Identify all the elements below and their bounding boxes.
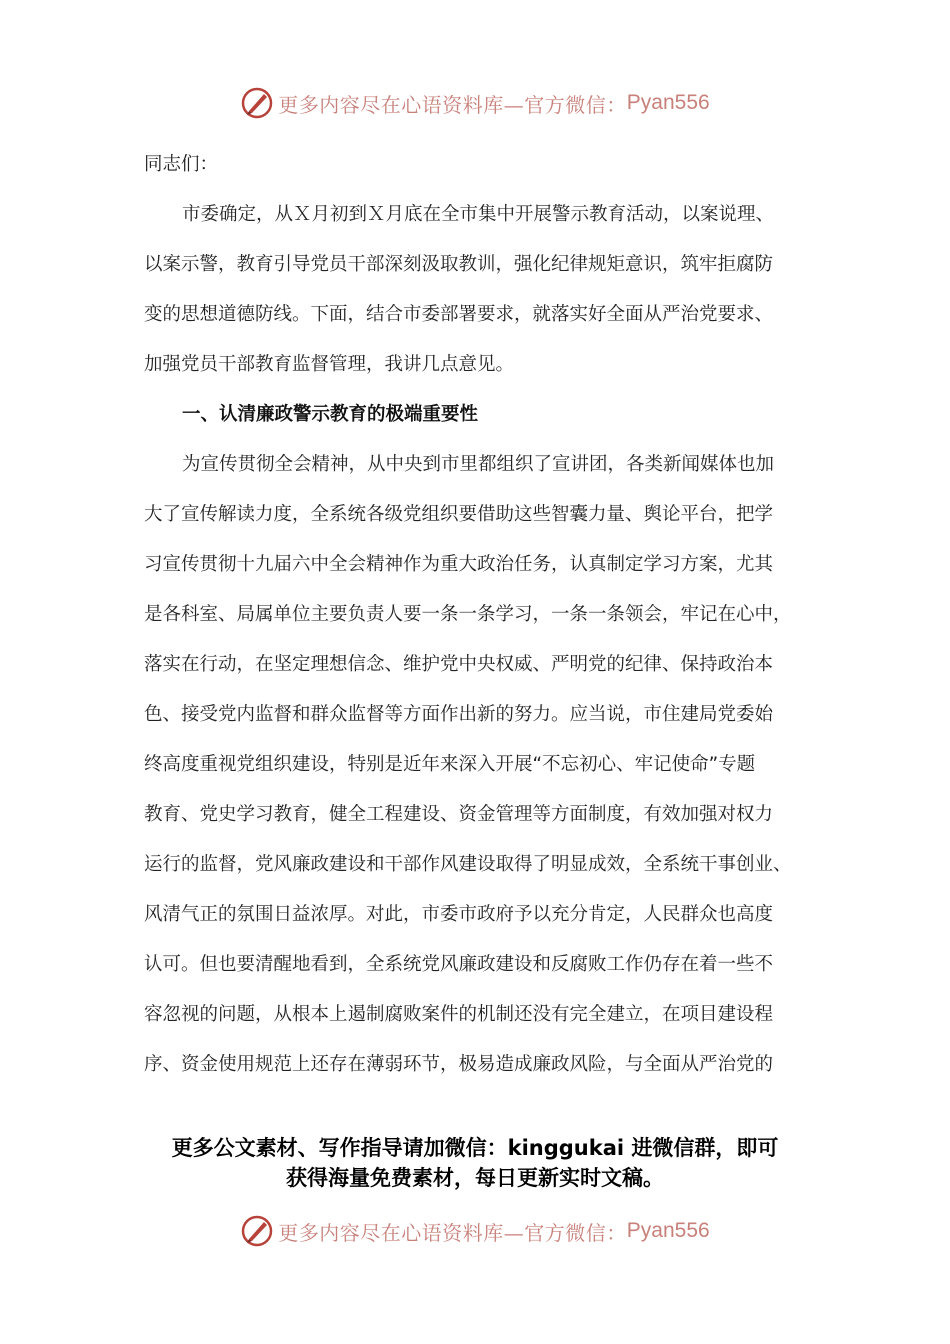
paragraph-line: 为宣传贯彻全会精神，从中央到市里都组织了宣讲团，各类新闻媒体也加 — [182, 454, 775, 475]
paragraph-line: 市委确定，从Ｘ月初到Ｘ月底在全市集中开展警示教育活动，以案说理、 — [182, 204, 775, 225]
promo-line-2: 获得海量免费素材，每日更新实时文稿。 — [286, 1166, 664, 1190]
paragraph-line: 终高度重视党组织建设，特别是近年来深入开展“不忘初心、牢记使命”专题 — [144, 754, 756, 775]
paragraph-line: 教育、党史学习教育，健全工程建设、资金管理等方面制度，有效加强对权力 — [144, 804, 774, 825]
watermark-id: Pyan556 — [626, 91, 710, 114]
section-heading: 一、认清廉政警示教育的极端重要性 — [182, 404, 479, 425]
watermark-id: Pyan556 — [626, 1219, 710, 1242]
paragraph-line: 习宣传贯彻十九届六中全会精神作为重大政治任务，认真制定学习方案，尤其 — [144, 554, 774, 575]
paragraph-line: 是各科室、局属单位主要负责人要一条一条学习，一条一条领会，牢记在心中， — [144, 604, 792, 625]
paragraph-line: 认可。但也要清醒地看到，全系统党风廉政建设和反腐败工作仍存在着一些不 — [144, 954, 774, 975]
paragraph-line: 大了宣传解读力度，全系统各级党组织要借助这些智囊力量、舆论平台，把学 — [144, 504, 774, 525]
watermark-text: 更多内容尽在心语资料库—官方微信： — [278, 92, 627, 117]
paragraph-line: 加强党员干部教育监督管理，我讲几点意见。 — [144, 354, 515, 375]
pen-logo-icon — [240, 1214, 274, 1248]
paragraph-line: 序、资金使用规范上还存在薄弱环节，极易造成廉政风险，与全面从严治党的 — [144, 1054, 774, 1075]
promo-line-1: 更多公文素材、写作指导请加微信：kinggukai 进微信群，即可 — [171, 1136, 779, 1160]
watermark-text: 更多内容尽在心语资料库—官方微信： — [278, 1220, 627, 1245]
paragraph-line: 色、接受党内监督和群众监督等方面作出新的努力。应当说，市住建局党委始 — [144, 704, 774, 725]
paragraph-line: 落实在行动，在坚定理想信念、维护党中央权威、严明党的纪律、保持政治本 — [144, 654, 774, 675]
paragraph-line: 以案示警，教育引导党员干部深刻汲取教训，强化纪律规矩意识，筑牢拒腐防 — [144, 254, 774, 275]
paragraph-line: 风清气正的氛围日益浓厚。对此，市委市政府予以充分肯定，人民群众也高度 — [144, 904, 774, 925]
paragraph-line: 容忽视的问题，从根本上遏制腐败案件的机制还没有完全建立，在项目建设程 — [144, 1004, 774, 1025]
header-watermark — [0, 83, 950, 123]
greeting: 同志们： — [144, 154, 219, 175]
paragraph-line: 变的思想道德防线。下面，结合市委部署要求，就落实好全面从严治党要求、 — [144, 304, 774, 325]
promo-notice — [0, 1133, 950, 1193]
footer-watermark — [0, 1211, 950, 1251]
pen-logo-icon — [240, 86, 274, 120]
paragraph-line: 运行的监督，党风廉政建设和干部作风建设取得了明显成效，全系统干事创业、 — [144, 854, 792, 875]
document-body — [144, 140, 809, 1090]
